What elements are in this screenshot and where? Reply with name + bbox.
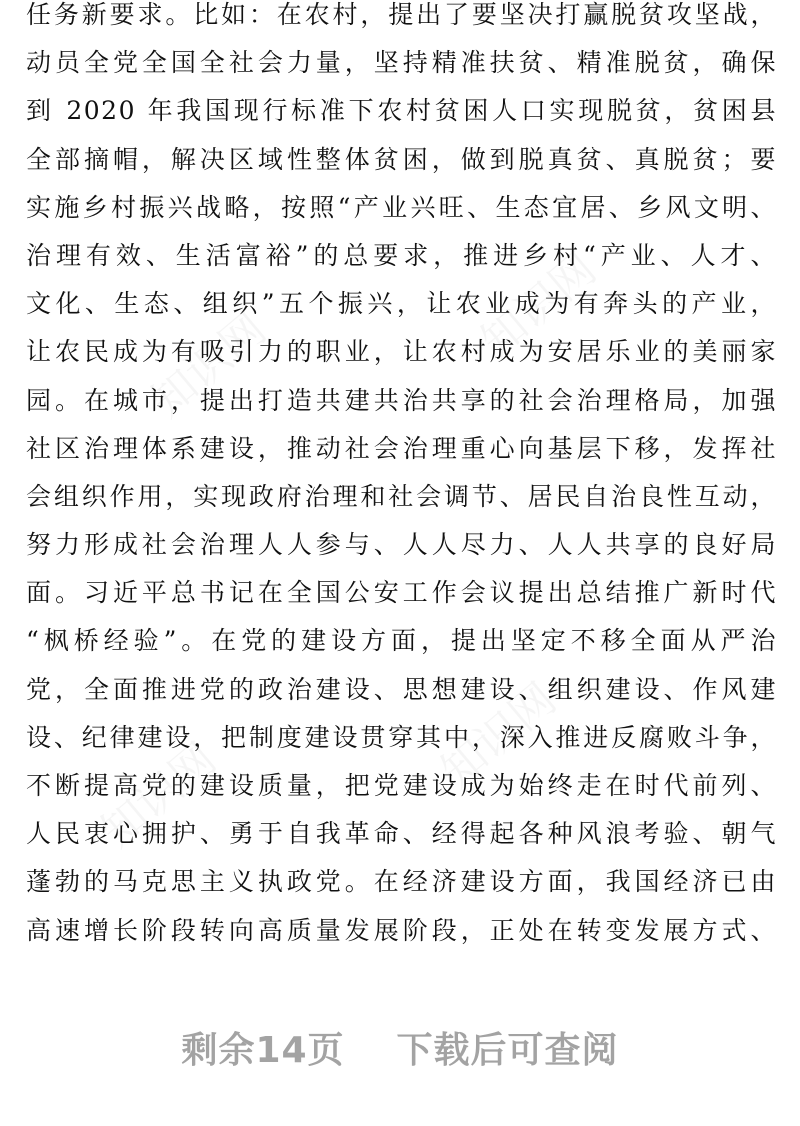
document-body: [26, 0, 786, 955]
text-line: 任务新要求。比如：在农村，提出了要坚决打赢脱贫攻坚战，: [26, 0, 777, 29]
text-line: 党，全面推进党的政治建设、思想建设、组织建设、作风建: [26, 674, 777, 704]
text-line: 努力形成社会治理人人参与、人人尽力、人人共享的良好局: [26, 530, 777, 560]
text-line: 到 2020 年我国现行标准下农村贫困人口实现脱贫，贫困县: [26, 96, 777, 126]
text-line: 文化、生态、组织”五个振兴，让农业成为有奔头的产业，: [26, 289, 777, 319]
text-line: 动员全党全国全社会力量，坚持精准扶贫、精准脱贫，确保: [26, 48, 777, 78]
text-line: 全部摘帽，解决区域性整体贫困，做到脱真贫、真脱贫；要: [26, 144, 777, 174]
remaining-pages-label: 剩余14页: [181, 1030, 345, 1071]
text-line: 实施乡村振兴战略，按照“产业兴旺、生态宜居、乡风文明、: [26, 192, 777, 222]
text-line: 面。习近平总书记在全国公安工作会议提出总结推广新时代: [26, 578, 777, 608]
text-line: “枫桥经验”。在党的建设方面，提出坚定不移全面从严治: [26, 626, 777, 656]
text-line: 不断提高党的建设质量，把党建设成为始终走在时代前列、: [26, 771, 777, 800]
text-line: 治理有效、生活富裕”的总要求，推进乡村“产业、人才、: [26, 240, 777, 270]
text-line: 会组织作用，实现政府治理和社会调节、居民自治良性互动，: [26, 481, 777, 511]
text-line: 人民衷心拥护、勇于自我革命、经得起各种风浪考验、朝气: [26, 819, 777, 849]
text-line: 蓬勃的马克思主义执政党。在经济建设方面，我国经济已由: [26, 867, 777, 897]
download-to-read-label: 下载后可查阅: [396, 1030, 619, 1071]
text-line: 设、纪律建设，把制度建设贯穿其中，深入推进反腐败斗争，: [26, 722, 777, 752]
text-line: 高速增长阶段转向高质量发展阶段，正处在转变发展方式、: [26, 915, 777, 945]
text-line: 让农民成为有吸引力的职业，让农村成为安居乐业的美丽家: [26, 337, 777, 367]
text-line: 园。在城市，提出打造共建共治共享的社会治理格局，加强: [26, 385, 777, 415]
download-prompt[interactable]: [0, 1022, 800, 1073]
text-line: 社区治理体系建设，推动社会治理重心向基层下移，发挥社: [26, 433, 777, 463]
